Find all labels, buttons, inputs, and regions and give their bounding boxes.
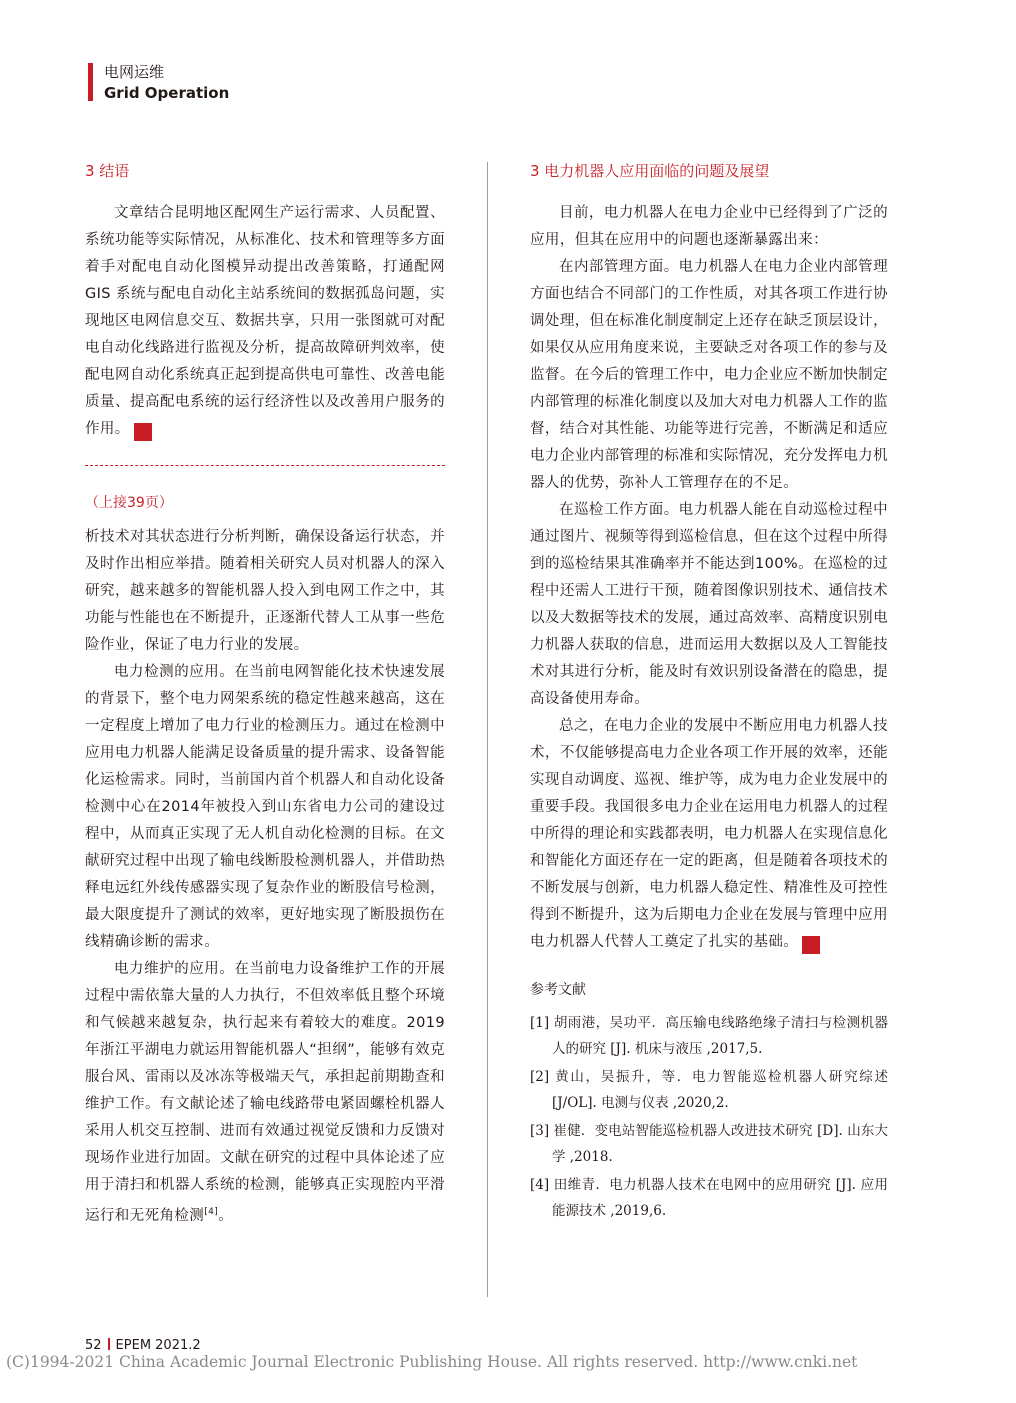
left-paragraph-1: 析技术对其状态进行分析判断，确保设备运行状态，并及时作出相应举措。随着相关研究人员对机器人的深入研究，越来越多的智能机器人投入到电网工作之中，其功能与性能也在不断提升，正逐渐代替人工从事一些危险作业，保证了电力行业的发展。 (85, 529, 445, 653)
red-star-end-mark-icon: ★ (134, 423, 152, 441)
right-column (530, 160, 888, 1226)
right-paragraph-1: 目前，电力机器人在电力企业中已经得到了广泛的应用，但其在应用中的问题也逐渐暴露出来： (530, 205, 888, 248)
reference-item: [4] 田维青．电力机器人技术在电网中的应用研究 [J]. 应用能源技术 ,2019,6. (530, 1177, 888, 1219)
conclusion-text: 文章结合昆明地区配网生产运行需求、人员配置、系统功能等实际情况，从标准化、技术和管理等多方面着手对配电自动化图模异动提出改善策略，打通配网 GIS 系统与配电自动化主站系统间的数据孤岛问题，实现地区电网信息交互、数据共享，只用一张图就可对配电自动化线路进行监视及分析，提高故障研判效率，使配电网自动化系统真正起到提高供电可靠性、改善电能质量、提高配电系统的运行经济性以及改善用户服务的作用。 (85, 205, 445, 437)
left-paragraph-3-end: 。 (218, 1207, 234, 1224)
left-paragraph-2: 电力检测的应用。在当前电网智能化技术快速发展的背景下，整个电力网架系统的稳定性越来越高，这在一定程度上增加了电力行业的检测压力。通过在检测中应用电力机器人能满足设备质量的提升需求、设备智能化运检需求。同时，当前国内首个机器人和自动化设备检测中心在2014年被投入到山东省电力公司的建设过程中，从而真正实现了无人机自动化检测的目标。在文献研究过程中出现了输电线断股检测机器人，并借助热释电远红外线传感器实现了复杂作业的断股信号检测，最大限度提升了测试的效率，更好地实现了断股损伤在线精确诊断的需求。 (85, 664, 445, 950)
journal-issue: EPEM 2021.2 (115, 1338, 201, 1353)
right-paragraph-3: 在巡检工作方面。电力机器人能在自动巡检过程中通过图片、视频等得到巡检信息，但在这个过程中所得到的巡检结果其准确率并不能达到100%。在巡检的过程中还需人工进行干预，随着图像识别技术、通信技术以及大数据等技术的发展，通过高效率、高精度识别电力机器人获取的信息，进而运用大数据以及人工智能技术对其进行分析，能及时有效识别设备潜在的隐患，提高设备使用寿命。 (530, 502, 888, 707)
header-accent-bar (88, 63, 93, 101)
left-paragraph-3 (85, 956, 445, 1230)
red-star-end-mark-icon: ★ (802, 936, 820, 954)
conclusion-heading: 3 结语 (85, 162, 130, 180)
column-divider (487, 162, 488, 1297)
right-paragraph-4 (530, 713, 888, 956)
reference-item: [2] 黄山，吴振升，等．电力智能巡检机器人研究综述 [J/OL]. 电测与仪表 ,2020,2. (530, 1069, 888, 1111)
reference-item: [1] 胡雨港，吴功平．高压输电线路绝缘子清扫与检测机器人的研究 [J]. 机床与液压 ,2017,5. (530, 1015, 888, 1057)
right-paragraph-4-text: 总之，在电力企业的发展中不断应用电力机器人技术，不仅能够提高电力企业各项工作开展的效率，还能实现自动调度、巡视、维护等，成为电力企业发展中的重要手段。我国很多电力企业在运用电力机器人的过程中所得的理论和实践都表明，电力机器人在实现信息化和智能化方面还存在一定的距离，但是随着各项技术的不断发展与创新，电力机器人稳定性、精准性及可控性得到不断提升，这为后期电力企业在发展与管理中应用电力机器人代替人工奠定了扎实的基础。 (530, 718, 888, 950)
copyright-notice: (C)1994-2021 China Academic Journal Electronic Publishing House. All rights reserved. http://www.cnki.net (6, 1353, 858, 1371)
conclusion-paragraph (85, 200, 445, 443)
header-section-en: Grid Operation (104, 84, 230, 102)
footer-separator (108, 1338, 110, 1350)
left-paragraph-3-text: 电力维护的应用。在当前电力设备维护工作的开展过程中需依靠大量的人力执行，不但效率低且整个环境和气候越来越复杂，执行起来有着较大的难度。2019年浙江平湖电力就运用智能机器人“担纲”，能够有效克服台风、雷雨以及冰冻等极端天气，承担起前期勘查和维护工作。有文献论述了输电线路带电紧固螺栓机器人采用人机交互控制、进而有效通过视觉反馈和力反馈对现场作业进行加固。文献在研究的过程中具体论述了应用于清扫和机器人系统的检测，能够真正实现腔内平滑运行和无死角检测 (85, 961, 445, 1224)
continued-from-label: （上接39页） (85, 495, 173, 511)
page-number: 52 (85, 1338, 102, 1353)
left-column (85, 160, 445, 1230)
section-heading: 3 电力机器人应用面临的问题及展望 (530, 162, 770, 180)
citation-ref-4: [4] (204, 1207, 219, 1217)
right-paragraph-2: 在内部管理方面。电力机器人在电力企业内部管理方面也结合不同部门的工作性质，对其各项工作进行协调处理，但在标准化制度制定上还存在缺乏顶层设计，如果仅从应用角度来说，主要缺乏对各项工作的参与及监督。在今后的管理工作中，电力企业应不断加快制定内部管理的标准化制度以及加大对电力机器人工作的监督，结合对其性能、功能等进行完善，不断满足和适应电力企业内部管理的标准和实际情况，充分发挥电力机器人的优势，弥补人工管理存在的不足。 (530, 259, 888, 491)
header-section-cn: 电网运维 (104, 63, 165, 81)
references-title: 参考文献 (530, 982, 586, 998)
reference-item: [3] 崔健．变电站智能巡检机器人改进技术研究 [D]. 山东大学 ,2018. (530, 1123, 888, 1165)
dashed-divider (85, 465, 445, 466)
